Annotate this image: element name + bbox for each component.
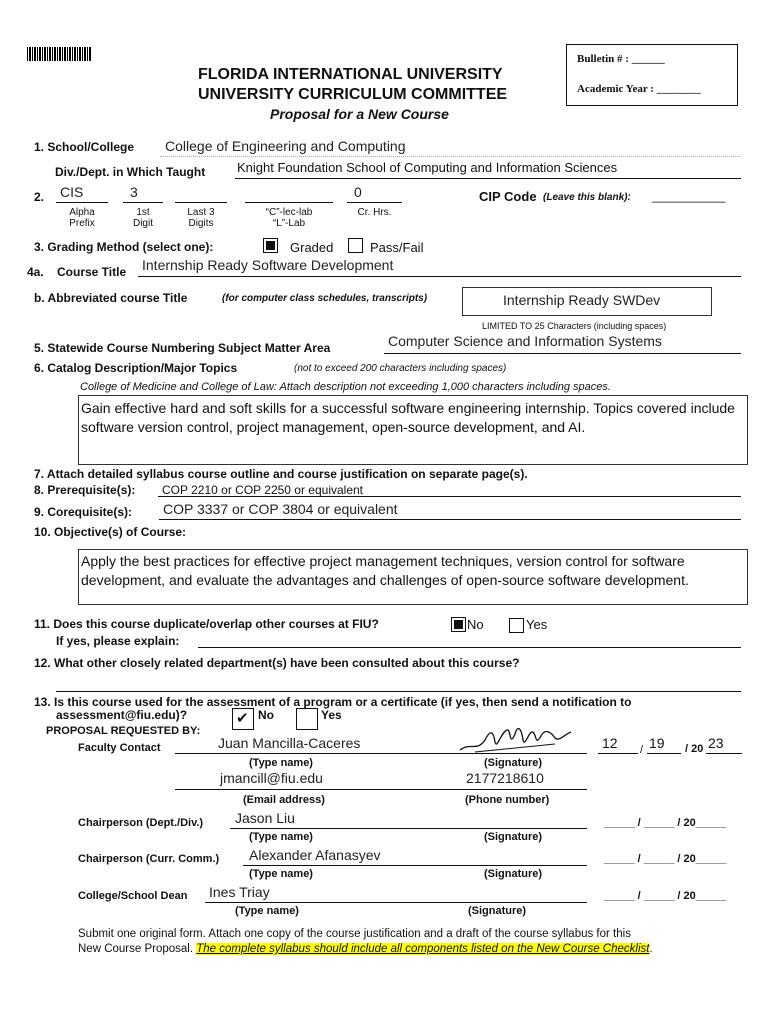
footer-highlight: The complete syllabus should include all components listed on the New Course Checklist: [196, 943, 650, 955]
subject-area-value[interactable]: Computer Science and Information Systems: [388, 333, 662, 349]
q7-label: 7. Attach detailed syllabus course outline and course justification on separate page(s).: [34, 467, 528, 481]
chair-curr-label: Chairperson (Curr. Comm.): [78, 853, 220, 865]
prefix-line: [56, 202, 108, 203]
footer-line2: [78, 943, 653, 955]
q6-note2: College of Medicine and College of Law: Attach description not exceeding 1,000 characters including spaces.: [80, 381, 611, 393]
dean-type-name: (Type name): [235, 905, 299, 917]
div-line: [235, 178, 741, 179]
prefix-value[interactable]: CIS: [60, 184, 84, 200]
email-label: (Email address): [243, 794, 325, 806]
q9-label: 9. Corequisite(s):: [34, 505, 133, 519]
course-title-line: [138, 276, 741, 277]
subject-area-line: [384, 353, 741, 354]
q6-label: 6. Catalog Description/Major Topics: [34, 361, 238, 375]
dean-signature-label: (Signature): [468, 905, 527, 917]
dean-name[interactable]: Ines Triay: [209, 884, 270, 900]
catalog-description-box[interactable]: [78, 395, 748, 465]
chair-curr-signature-label: (Signature): [484, 868, 543, 880]
faculty-phone[interactable]: 2177218610: [466, 770, 544, 786]
university-title: FLORIDA INTERNATIONAL UNIVERSITY: [198, 66, 503, 83]
chair-curr-name[interactable]: Alexander Afanasyev: [249, 847, 381, 863]
date-line-month: [598, 753, 638, 754]
chair-dept-name[interactable]: Jason Liu: [235, 810, 295, 826]
date-year[interactable]: 23: [708, 735, 724, 751]
abbrev-limit: LIMITED TO 25 Characters (including spaces): [482, 321, 667, 331]
q4b-label: b. Abbreviated course Title: [34, 291, 188, 305]
q13-yes-checkbox[interactable]: [296, 708, 318, 730]
chair-dept-date[interactable]: _____ / _____ / 20_____: [604, 817, 727, 829]
q4a-num: 4a.: [27, 265, 44, 279]
q11-no-label: No: [467, 617, 484, 632]
dean-label: College/School Dean: [78, 890, 188, 902]
footer-period: .: [649, 943, 653, 955]
date-month[interactable]: 12: [602, 735, 618, 751]
chair-curr-line: [243, 865, 587, 866]
phone-label: (Phone number): [465, 794, 550, 806]
course-title-value[interactable]: Internship Ready Software Development: [142, 257, 394, 273]
chair-dept-signature-label: (Signature): [484, 831, 543, 843]
div-value[interactable]: Knight Foundation School of Computing and Information Sciences: [237, 160, 618, 175]
graded-checkbox[interactable]: [263, 238, 278, 253]
coreq-line: [159, 519, 741, 520]
date-line-day: [647, 753, 681, 754]
coreq-value[interactable]: COP 3337 or COP 3804 or equivalent: [163, 501, 398, 517]
q11-yes-checkbox[interactable]: [509, 618, 524, 633]
faculty-signature-label: (Signature): [484, 757, 543, 769]
q11-no-checkbox[interactable]: [451, 617, 466, 632]
div-label: Div./Dept. in Which Taught: [55, 165, 206, 179]
first-digit-value[interactable]: 3: [130, 184, 138, 200]
lab-label: [245, 207, 333, 229]
lab-label-text: “C”-lec-lab “L”-Lab: [265, 207, 313, 229]
first-digit-line: [123, 202, 163, 203]
cr-hrs-label-text: Cr. Hrs.: [357, 207, 392, 218]
q13-label2: assessment@fiu.edu)?: [56, 708, 188, 722]
q4a-label: Course Title: [57, 265, 127, 279]
chair-dept-label: Chairperson (Dept./Div.): [78, 817, 204, 829]
chair-dept-line: [230, 828, 587, 829]
prereq-value[interactable]: COP 2210 or COP 2250 or equivalent: [162, 483, 364, 497]
faculty-email[interactable]: jmancill@fiu.edu: [220, 770, 323, 786]
faculty-type-name: (Type name): [249, 757, 313, 769]
graded-label: Graded: [290, 240, 334, 255]
q1-label: 1. School/College: [34, 140, 135, 154]
last3-label: [175, 207, 227, 229]
q8-label: 8. Prerequisite(s):: [34, 483, 136, 497]
q11-explain-label: If yes, please explain:: [56, 634, 180, 648]
q3-label: 3. Grading Method (select one):: [34, 240, 214, 254]
cip-blank[interactable]: ___________: [652, 189, 726, 203]
date-sep-1: /: [640, 744, 644, 756]
q11-label: 11. Does this course duplicate/overlap other courses at FIU?: [34, 617, 379, 631]
cr-hrs-line: [347, 202, 402, 203]
q13-no-checkbox[interactable]: [232, 708, 254, 730]
date-prefix: / 20: [685, 743, 704, 755]
q12-label: 12. What other closely related department(s) have been consulted about this course?: [34, 656, 520, 670]
school-line: [160, 156, 740, 157]
catalog-description-value: Gain effective hard and soft skills for a successful software engineering internship. Topics covered include software version control, project management, open-source development, and AI.: [81, 400, 735, 435]
chair-curr-type-name: (Type name): [249, 868, 313, 880]
academic-year-label: Academic Year : ________: [577, 83, 701, 95]
q10-label: 10. Objective(s) of Course:: [34, 525, 187, 539]
committee-title: UNIVERSITY CURRICULUM COMMITTEE: [198, 86, 508, 103]
objectives-value: Apply the best practices for effective project management techniques, version control for software development, and evaluate the advantages and challenges of open-source software development.: [81, 553, 689, 588]
first-digit-label: [123, 207, 163, 229]
passfail-checkbox[interactable]: [348, 238, 363, 253]
bulletin-box: [566, 44, 738, 106]
q4b-note: (for computer class schedules, transcripts): [222, 293, 428, 304]
chair-curr-date[interactable]: _____ / _____ / 20_____: [604, 853, 727, 865]
cr-hrs-value[interactable]: 0: [354, 184, 362, 200]
faculty-label: Faculty Contact: [78, 742, 161, 754]
cip-label: CIP Code: [479, 189, 537, 204]
lab-line: [245, 202, 333, 203]
q12-line[interactable]: [56, 691, 741, 692]
q11-explain-line[interactable]: [198, 647, 741, 648]
q6-note: (not to exceed 200 characters including spaces): [294, 363, 507, 374]
form-title: Proposal for a New Course: [270, 106, 449, 122]
bulletin-label: Bulletin # : ______: [577, 53, 665, 65]
prefix-label: [56, 207, 108, 229]
q13-no-label: No: [258, 708, 274, 722]
school-value[interactable]: College of Engineering and Computing: [165, 138, 406, 154]
q13-yes-label: Yes: [321, 708, 342, 722]
date-day[interactable]: 19: [649, 735, 665, 751]
email-line: [175, 789, 587, 790]
prereq-line: [158, 496, 741, 497]
abbrev-title-box[interactable]: [462, 287, 712, 316]
requested-by-label: PROPOSAL REQUESTED BY:: [46, 725, 201, 737]
abbrev-title-value: Internship Ready SWDev: [503, 292, 661, 308]
faculty-signature: [455, 722, 575, 756]
q5-label: 5. Statewide Course Numbering Subject Matter Area: [34, 341, 331, 355]
dean-line: [205, 902, 587, 903]
q11-yes-label: Yes: [526, 617, 548, 632]
footer-line2-prefix: New Course Proposal.: [78, 943, 197, 955]
checkmark-icon: ✔: [236, 710, 249, 727]
prefix-label-text: Alpha Prefix: [69, 207, 95, 229]
last3-line: [175, 202, 227, 203]
q2-num: 2.: [34, 190, 45, 204]
chair-dept-type-name: (Type name): [249, 831, 313, 843]
dean-date[interactable]: _____ / _____ / 20_____: [604, 890, 727, 902]
passfail-label: Pass/Fail: [370, 240, 424, 255]
date-line-year: [706, 753, 742, 754]
first-digit-label-text: 1st Digit: [132, 207, 153, 229]
objectives-box[interactable]: [78, 549, 748, 605]
cr-hrs-label: [347, 207, 402, 218]
faculty-name[interactable]: Juan Mancilla-Caceres: [218, 735, 361, 751]
barcode: [27, 47, 91, 61]
footer-line1: Submit one original form. Attach one copy of the course justification and a draft of the course syllabus for this: [78, 928, 631, 940]
q13-label: 13. Is this course used for the assessment of a program or a certificate (if yes, then send a notification to: [34, 695, 632, 709]
last3-label-text: Last 3 Digits: [187, 207, 215, 229]
cip-note: (Leave this blank):: [543, 192, 631, 203]
